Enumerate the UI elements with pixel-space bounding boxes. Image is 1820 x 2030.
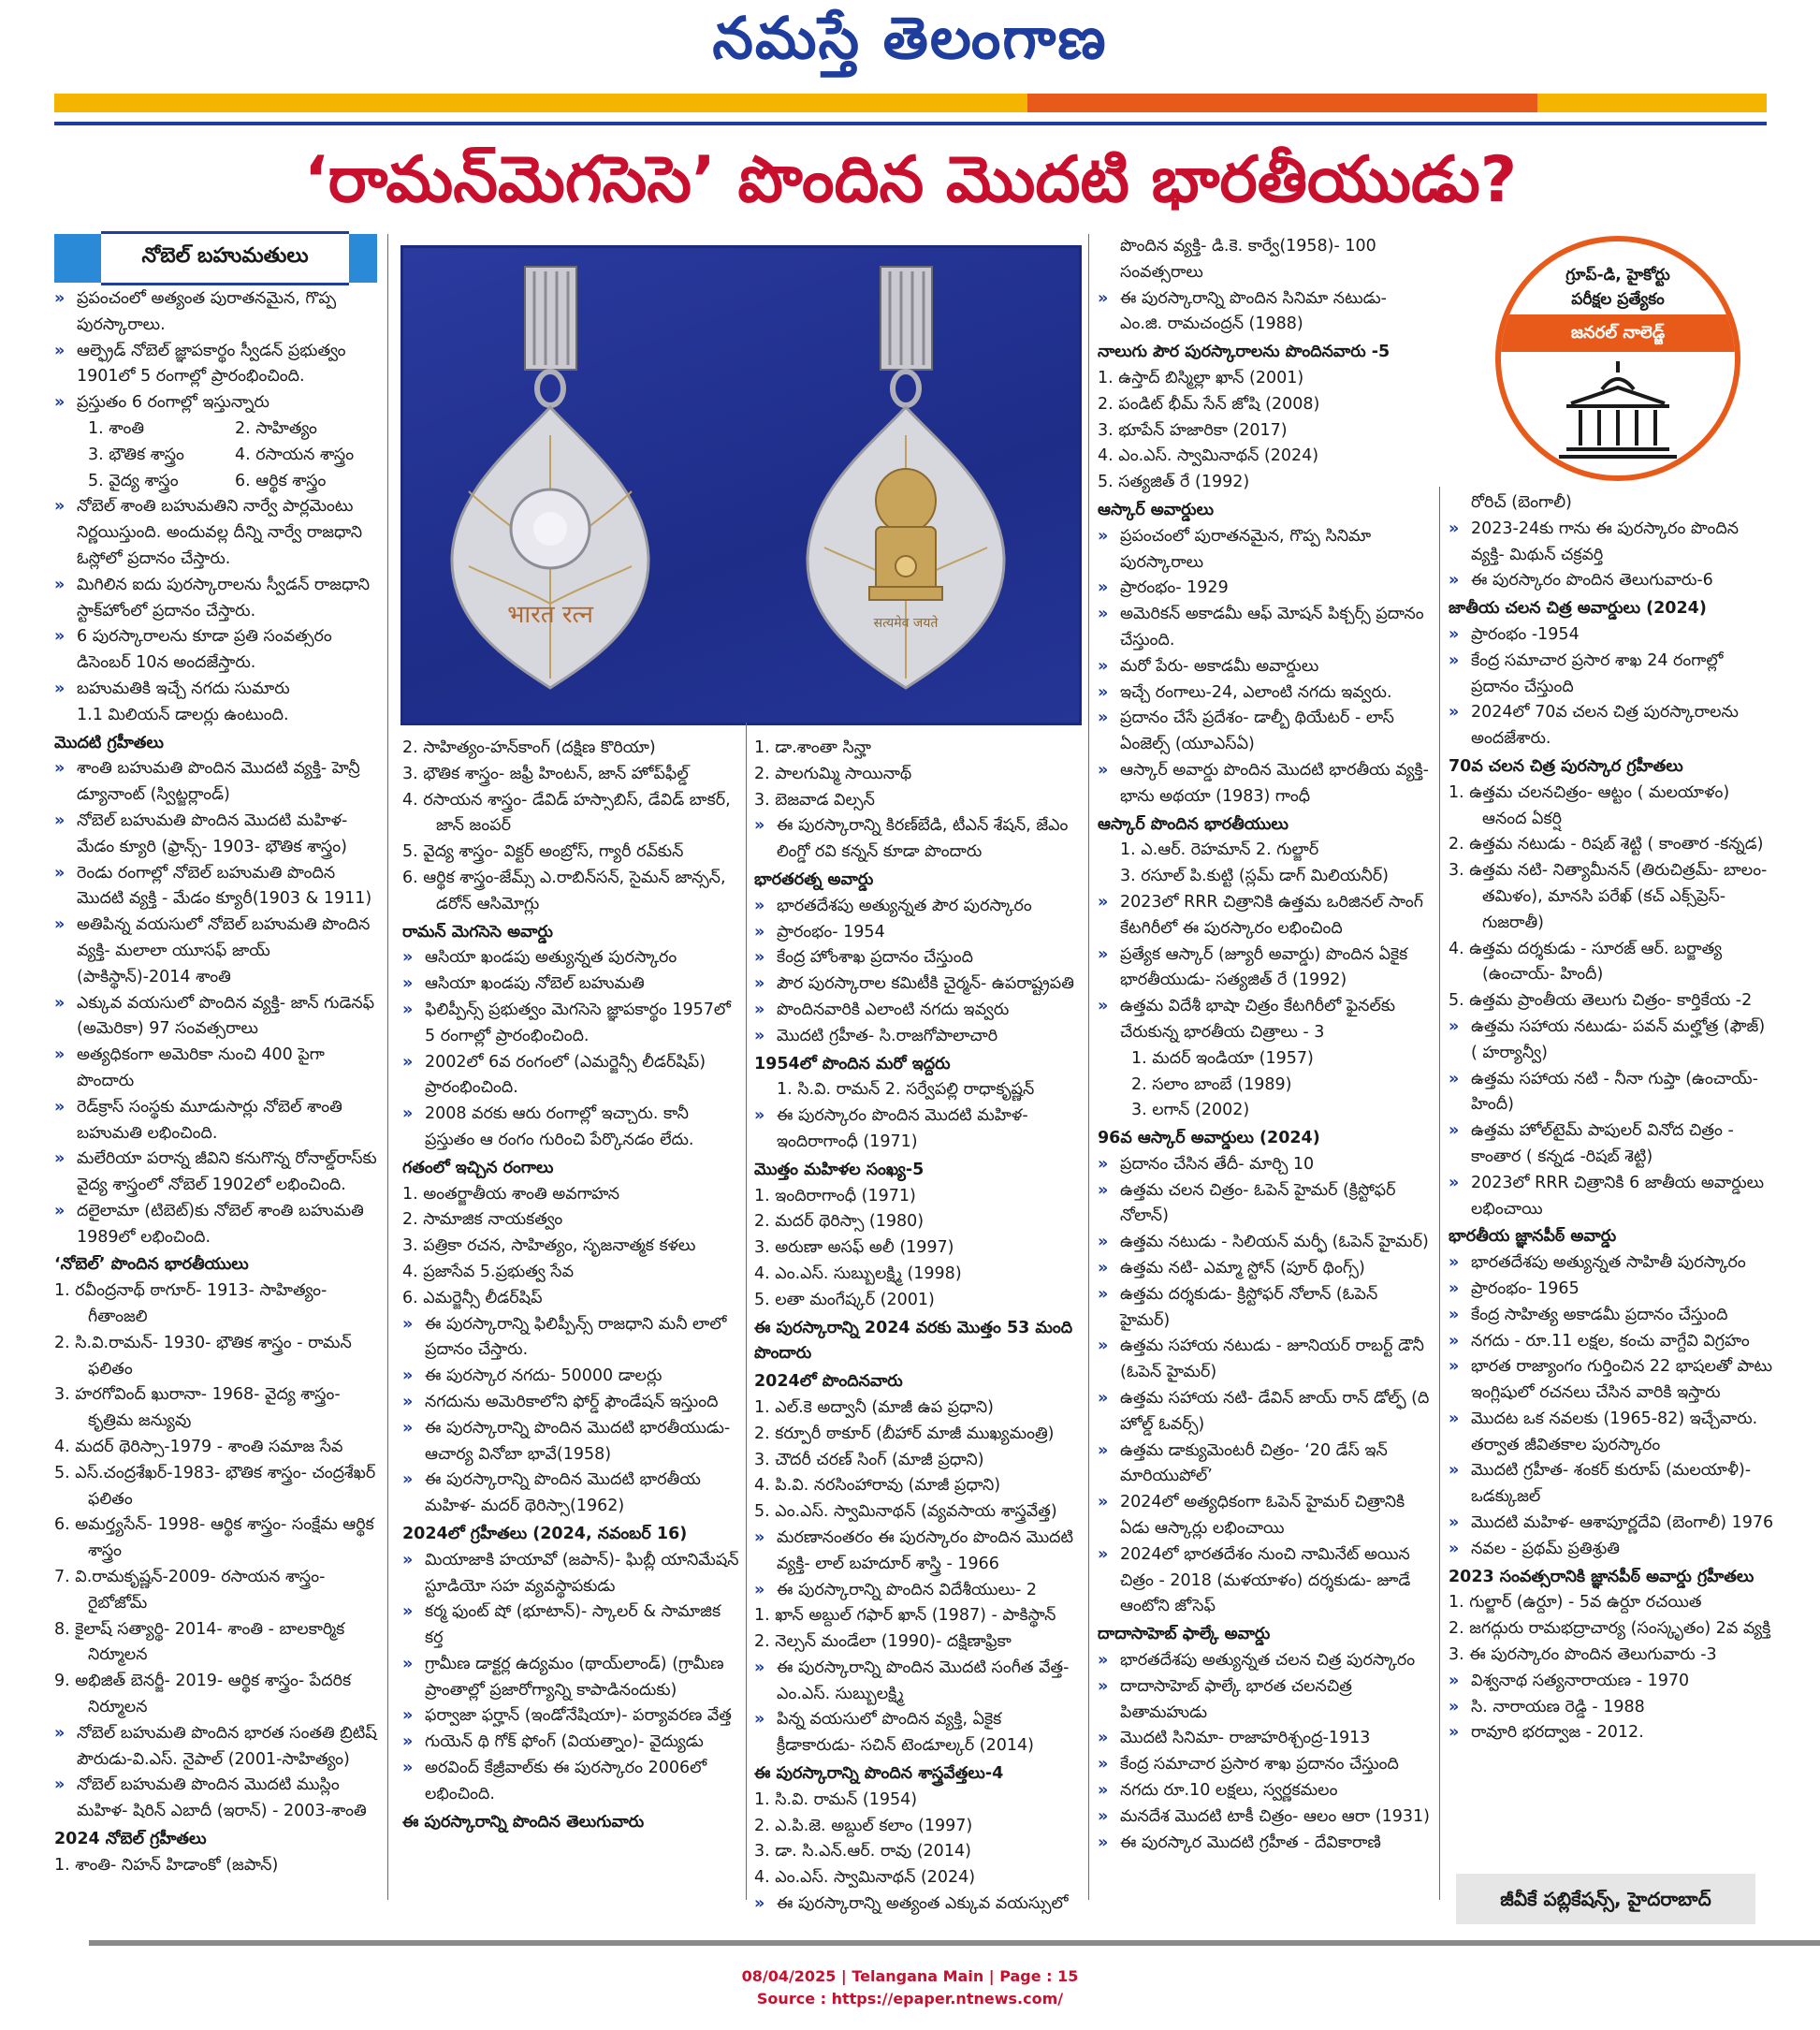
list-item: » ఉత్తమ విదేశీ భాషా చిత్రం కేటగిరీలో ఫైనల్‌కు చేరుకున్న భారతీయ చిత్రాలు - 3 (1098, 994, 1433, 1046)
list-item: 2. పాలగుమ్మి సాయినాథ్ (754, 764, 912, 783)
bharat-ratna-medal-image (400, 245, 1082, 725)
newspaper-logo: నమస్తే తెలంగాణ (712, 3, 1108, 72)
column-1 (54, 286, 382, 1879)
list-item: » ప్రారంభం- 1965 (1449, 1277, 1776, 1303)
list-item: 6. ఆర్థిక శాస్త్రం-జేమ్స్ ఎ.రాబిన్‌సన్, సైమన్ జాన్సన్, డరోన్ ఆసిమోగ్లు (402, 868, 726, 913)
list-item: » ఎక్కువ వయసులో పొందిన వ్యక్తి- జాన్ గుడెనఫ్ (అమెరికా) 97 సంవత్సరాలు (54, 991, 382, 1044)
list-item: » మొదట ఒక నవలకు (1965-82) ఇచ్చేవారు. తర్వాత జీవితకాల పురస్కారం (1449, 1407, 1776, 1459)
list-item: 3. హరగోవింద్ ఖురానా- 1968- వైద్య శాస్త్రం- కృత్రిమ జన్యువు (54, 1385, 341, 1431)
list-item: » కేంద్ర హోంశాఖ ప్రదానం చేస్తుంది (754, 945, 1082, 971)
list-item: » మొదటి గ్రహీత- సి.రాజగోపాలాచారి (754, 1024, 1082, 1050)
list-item: » ఈ పురస్కారాన్ని అత్యంత ఎక్కువ వయస్సులో (754, 1891, 1082, 1918)
list-item: » ఈ పురస్కారాన్ని కిరణ్‌బేడి, టీఎన్ శేషన్, జేఎం లింగ్డో రవి కన్నన్ కూడా పొందారు (754, 813, 1082, 866)
column-2 (402, 736, 739, 1835)
list-item: 2. పండిట్ భీమ్ సేన్ జోషి (2008) (1098, 394, 1320, 414)
list-item: » ప్రారంభం -1954 (1449, 622, 1776, 649)
list-item: » నగదు - రూ.11 లక్షల, కంచు వాగ్దేవి విగ్రహం (1449, 1329, 1776, 1355)
color-rule (54, 94, 1767, 112)
list-item: 4. ఉత్తమ దర్శకుడు - సూరజ్ ఆర్. బర్జాత్య (ఉంచాయ్- హిందీ) (1449, 939, 1723, 985)
subheading: ‘నోబెల్’ పొందిన భారతీయులు (54, 1255, 249, 1275)
subheading: మొదటి గ్రహీతలు (54, 733, 164, 752)
list-item: » రెండు రంగాల్లో నోబెల్ బహుమతి పొందిన మొదటి వ్యక్తి - మేడం క్యూరీ(1903 & 1911) (54, 861, 382, 913)
subheading: గతంలో ఇచ్చిన రంగాలు (402, 1158, 554, 1177)
column-divider (1088, 234, 1089, 1900)
list-item: » ఈ పురస్కార నగదు- 50000 డాలర్లు (402, 1364, 739, 1390)
list-item: » ప్రారంభం- 1954 (754, 920, 1082, 946)
list-item: 1. శాంతి- నిహన్ హిడాంకో (జపాన్) (54, 1855, 279, 1875)
list-item: రోరిచ్ (బెంగాలీ) (1471, 493, 1572, 512)
section-header-label: నోబెల్ బహుమతులు (101, 231, 349, 285)
headline: ‘రామన్‌మెగసెసె’ పొందిన మొదటి భారతీయుడు? (303, 143, 1518, 217)
list-item: » సి. నారాయణ రెడ్డి - 1988 (1449, 1695, 1776, 1721)
list-item: » శాంతి బహుమతి పొందిన మొదటి వ్యక్తి- హెన్రీ డ్యూనాంట్ (స్విట్జర్లాండ్) (54, 756, 382, 809)
list-item: » ఉత్తమ నటి- ఎమ్మా స్టోన్ (పూర్ థింగ్స్) (1098, 1256, 1433, 1282)
list-item: 3. అరుణా అసఫ్ అలీ (1997) (754, 1238, 954, 1258)
list-item: » మరణానంతరం ఈ పురస్కారం పొందిన మొదటి వ్యక్తి- లాల్ బహదూర్ శాస్త్రి - 1966 (754, 1526, 1082, 1578)
list-item: » అమెరికన్ అకాడమీ ఆఫ్ మోషన్ పిక్చర్స్ ప్రదానం చేస్తుంది. (1098, 602, 1433, 654)
list-item: » 2024లో అత్యధికంగా ఓపెన్ హైమర్ చిత్రానికి ఏడు ఆస్కార్లు లభించాయి (1098, 1490, 1433, 1542)
list-item: » మొదటి సినిమా- రాజాహరిశ్చంద్ర-1913 (1098, 1726, 1433, 1752)
list-item: » భారతదేశపు అత్యున్నత సాహితీ పురస్కారం (1449, 1250, 1776, 1277)
list-item: » పిన్న వయసులో పొందిన వ్యక్తి, ఏకైక క్రీడాకారుడు- సచిన్ టెండూల్కర్ (2014) (754, 1707, 1082, 1760)
list-item: » నగదు రూ.10 లక్షలు, స్వర్ణకమలం (1098, 1778, 1433, 1804)
list-item: » 2023-24కు గాను ఈ పురస్కారం పొందిన వ్యక్తి- మిథున్ చక్రవర్తి (1449, 517, 1776, 569)
list-item: 3. భౌతిక శాస్త్రం- జఫ్రీ హింటన్, జాన్ హోప్‌ఫీల్డ్ (402, 764, 689, 783)
list-item: » ఉత్తమ నటుడు - సిలియన్ మర్ఫీ (ఓపెన్ హైమర్) (1098, 1230, 1433, 1256)
list-item: » 2008 వరకు ఆరు రంగాల్లో ఇచ్చారు. కానీ ప్రస్తుతం ఆ రంగం గురించి పేర్కొనడం లేదు. (402, 1102, 739, 1154)
list-item: 1. అంతర్జాతీయ శాంతి అవగాహన (402, 1184, 620, 1204)
footer-line-1: 08/04/2025 | Telangana Main | Page : 15 (741, 1967, 1079, 1985)
list-item: 2. కర్పూరీ ఠాకూర్ (బీహార్ మాజీ ముఖ్యమంత్రి) (754, 1424, 1055, 1443)
medal-front-inscription: भारत रत्न (507, 601, 593, 629)
subheading: 96వ ఆస్కార్ అవార్డులు (2024) (1098, 1129, 1320, 1148)
list-item: » ఆసియా ఖండపు నోబెల్ బహుమతి (402, 971, 739, 998)
list-item: 1.1 మిలియన్ డాలర్లు ఉంటుంది. (77, 705, 289, 724)
list-item: » పౌర పురస్కారాల కమిటీకి చైర్మన్- ఉపరాష్ట్రపతి (754, 971, 1082, 998)
list-item: » ఉత్తమ హోల్‌టైమ్ పాపులర్ వినోద చిత్రం - కాంతార ( కన్నడ -రిషబ్ శెట్టి) (1449, 1118, 1776, 1171)
list-item: 1. ఎల్.కె అద్వానీ (మాజీ ఉప ప్రధాని) (754, 1397, 994, 1417)
subheading: 2024లో గ్రహీతలు (2024, నవంబర్ 16) (402, 1524, 688, 1543)
list-item: 4. రసాయన శాస్త్రం (235, 445, 355, 464)
list-item: 5. ఉత్తమ ప్రాంతీయ తెలుగు చిత్రం- కార్తికేయ -2 (1449, 991, 1753, 1011)
list-item: 4. మదర్ థెరిస్సా-1979 - శాంతి సమాజ సేవ (54, 1438, 343, 1457)
list-item: » ఫిలిప్పీన్స్ ప్రభుత్వం మెగసెసె జ్ఞాపకార్థం 1957లో 5 రంగాల్లో ప్రారంభించింది. (402, 998, 739, 1050)
subheading: ఆస్కార్ పొందిన భారతీయులు (1098, 814, 1289, 834)
list-item: 3. ఈ పురస్కారం పొందిన తెలుగువారు -3 (1449, 1645, 1717, 1665)
list-item: » ఫర్వాజా ఫర్హాన్ (ఇండోనేషియా)- పర్యావరణ వేత్త (402, 1703, 739, 1730)
list-item: 4. ఎం.ఎస్. స్వామినాథన్ (2024) (754, 1868, 976, 1888)
list-item: 1. శాంతి (88, 418, 145, 438)
list-item: 4. ఎం.ఎస్. స్వామినాథన్ (2024) (1098, 446, 1319, 466)
list-item: » ఈ పురస్కారాన్ని పొందిన మొదటి భారతీయుడు- ఆచార్య వినోబా భావే(1958) (402, 1416, 739, 1468)
list-item: » ప్రదానం చేసే ప్రదేశం- డాల్బీ థియేటర్ - లాస్ ఏంజెల్స్ (యూఎస్ఏ) (1098, 706, 1433, 758)
list-item: » మొదటి మహిళ- ఆశాపూర్ణదేవి (బెంగాలీ) 1976 (1449, 1511, 1776, 1537)
yellow-segment-right (1537, 94, 1767, 112)
badge-line-1: గ్రూప్-డి, హైకోర్టు (1565, 266, 1670, 285)
emblem-icon (869, 469, 942, 600)
list-item: 2. సాహిత్యం-హన్‌కాంగ్ (దక్షిణ కొరియా) (402, 738, 656, 757)
list-item: » ఉత్తమ డాక్యుమెంటరీ చిత్రం- ‘20 డేస్ ఇన్ మారియుపోల్’ (1098, 1439, 1433, 1491)
list-item: » అత్యధికంగా అమెరికా నుంచి 400 పైగా పొందారు (54, 1043, 382, 1095)
list-item: » ఇచ్చే రంగాలు-24, ఎలాంటి నగదు ఇవ్వరు. (1098, 680, 1433, 707)
list-item: » మిగిలిన ఐదు పురస్కారాలను స్వీడన్ రాజధాని స్టాక్‌హోంలో ప్రదానం చేస్తారు. (54, 573, 382, 625)
list-item: 5. లతా మంగేష్కర్ (2001) (754, 1290, 935, 1309)
list-item: 1. మదర్ ఇండియా (1957) (1131, 1048, 1314, 1068)
list-item: 3. డా. సి.ఎన్.ఆర్. రావు (2014) (754, 1842, 971, 1862)
list-item: 3. భౌతిక శాస్త్రం (88, 445, 184, 464)
bottom-rule (89, 1940, 1820, 1946)
list-item: » కేంద్ర సమాచార ప్రసార శాఖ 24 రంగాల్లో ప్రదానం చేస్తుంది (1449, 649, 1776, 701)
section-header-right-block (349, 234, 377, 283)
masthead (0, 0, 1820, 89)
yellow-segment (54, 94, 1027, 112)
list-item: 8. కైలాష్ సత్యార్థి- 2014- శాంతి - బాలకార్మిక నిర్మూలన (54, 1619, 345, 1665)
list-item: 1. సి.వి. రామన్ 2. సర్వేపల్లి రాధాకృష్ణన్ (777, 1080, 1035, 1100)
list-item: » అరవింద్ కేజ్రీవాల్‌కు ఈ పురస్కారం 2006లో లభించింది. (402, 1756, 739, 1808)
list-item: 3. ఉత్తమ నటి- నిత్యామీనన్ (తిరుచిత్రమ్- బాలం- తమిళం), మానసి పరేఖ్ (కచ్ ఎక్స్‌ప్రెస్- గుజరాతీ) (1449, 861, 1768, 932)
list-item: » ప్రారంభం- 1929 (1098, 576, 1433, 602)
list-item: » ప్రపంచంలో పురాతనమైన, గొప్ప సినిమా పురస్కారాలు (1098, 524, 1433, 577)
list-item: » ప్రదానం చేసిన తేదీ- మార్చి 10 (1098, 1152, 1433, 1178)
list-item: 2. సి.వి.రామన్- 1930- భౌతిక శాస్త్రం - రామన్ ఫలితం (54, 1333, 352, 1379)
column-divider (387, 234, 388, 1900)
list-item: » ఆల్ఫ్రెడ్ నోబెల్ జ్ఞాపకార్థం స్వీడన్ ప్రభుత్వం 1901లో 5 రంగాల్లో ప్రారంభించింది. (54, 339, 382, 391)
list-item: » 2023లో RRR చిత్రానికి ఉత్తమ ఒరిజినల్ సాంగ్ కేటగిరీలో ఈ పురస్కారం లభించింది (1098, 890, 1433, 942)
subheading: ఈ పురస్కారాన్ని పొందిన శాస్త్రవేత్తలు-4 (754, 1764, 1004, 1784)
subheading: భారతరత్న అవార్డు (754, 869, 874, 889)
list-item: » ప్రపంచంలో అత్యంత పురాతనమైన, గొప్ప పురస్కారాలు. (54, 286, 382, 339)
list-item: » ఉత్తమ సహాయ నటి- డేవిన్ జాయ్ రాన్ డోల్ఫ్ (ది హోల్డ్ ఓవర్స్) (1098, 1386, 1433, 1439)
list-row-pair (54, 469, 382, 495)
list-item: » అతిపిన్న వయసులో నోబెల్ బహుమతి పొందిన వ్యక్తి- మలాలా యూసఫ్ జాయ్ (పాకిస్థాన్)-2014 శాంతి (54, 913, 382, 990)
list-item: 5. వైద్య శాస్త్రం (88, 471, 179, 490)
list-item: » ఉత్తమ దర్శకుడు- క్రిస్టోఫర్ నోలాన్ (ఓపెన్ హైమర్) (1098, 1282, 1433, 1335)
list-item: 1. రవీంద్రనాథ్ ఠాగూర్- 1913- సాహిత్యం- గీతాంజలి (54, 1281, 328, 1327)
subheading: నాలుగు పౌర పురస్కారాలను పొందినవారు -5 (1098, 343, 1390, 362)
subheading: మొత్తం మహిళల సంఖ్య-5 (754, 1160, 925, 1179)
list-item: » బహుమతికి ఇచ్చే నగదు సుమారు (54, 677, 382, 703)
medal-back (808, 267, 1004, 688)
column-4 (1098, 234, 1433, 1856)
list-item: » 6 పురస్కారాలను కూడా ప్రతి సంవత్సరం డిసెంబర్ 10న అందజేస్తారు. (54, 624, 382, 677)
list-item: 1. గుల్జార్ (ఉర్దూ) - 5వ ఉర్దూ రచయిత (1449, 1593, 1702, 1613)
list-item: » ఈ పురస్కారాన్ని పొందిన మొదటి భారతీయ మహిళ- మదర్ థెరిస్సా(1962) (402, 1468, 739, 1520)
list-item: » ప్రత్యేక ఆస్కార్ (జ్యూరీ అవార్డు) పొందిన ఏకైక భారతీయుడు- సత్యజిత్ రే (1992) (1098, 942, 1433, 995)
section-header-left-block (54, 234, 101, 283)
medal-illustration (403, 248, 1079, 723)
subheading: ఆస్కార్ అవార్డులు (1098, 500, 1215, 519)
list-item: 5. ఎం.ఎస్. స్వామినాథన్ (వ్యవసాయ శాస్త్రవేత్త) (754, 1502, 1057, 1522)
list-row-pair (54, 416, 382, 443)
list-item: 6. అమర్త్యసేన్- 1998- ఆర్థిక శాస్త్రం- సంక్షేమ ఆర్థిక శాస్త్రం (54, 1515, 374, 1561)
list-item: » గ్రామీణ డాక్టర్ల ఉద్యమం (థాయ్‌లాండ్) (గ్రామీణ ప్రాంతాల్లో ప్రజారోగ్యాన్ని కాపాడినందుకు) (402, 1652, 739, 1704)
list-item: » ఈ పురస్కారాన్ని ఫిలిప్పీన్స్ రాజధాని మనీ లాలో ప్రదానం చేస్తారు. (402, 1312, 739, 1365)
list-item: 1. సి.వి. రామన్ (1954) (754, 1789, 918, 1809)
list-item: 2. నెల్సన్ మండేలా (1990)- దక్షిణాఫ్రికా (754, 1632, 1012, 1652)
list-item: 6. ఆర్థిక శాస్త్రం (235, 471, 327, 490)
publisher-credit: జీవీకే పబ్లికేషన్స్, హైదరాబాద్ (1456, 1874, 1755, 1924)
subheading: ఈ పురస్కారాన్ని పొందిన తెలుగువారు (402, 1812, 645, 1832)
list-item: » నోబెల్ బహుమతి పొందిన మొదటి మహిళ- మేడం క్యూరి (ఫ్రాన్స్- 1903- భౌతిక శాస్త్రం) (54, 809, 382, 861)
list-item: » ఉత్తమ సహాయ నటుడు- పవన్ మల్హోత్ర (ఫౌజ్) ( హర్యాన్వీ) (1449, 1015, 1776, 1067)
column-divider (1439, 487, 1440, 1900)
footer-line-2: Source : https://epaper.ntnews.com/ (756, 1990, 1064, 2008)
subheading: ఈ పురస్కారాన్ని 2024 వరకు మొత్తం 53 మంది పొందారు (754, 1318, 1073, 1364)
subheading: 2024 నోబెల్ గ్రహీతలు (54, 1830, 207, 1849)
list-item: 1. ఇందిరాగాంధీ (1971) (754, 1186, 916, 1205)
list-item: » విశ్వనాథ సత్యనారాయణ - 1970 (1449, 1669, 1776, 1695)
list-item: 2. సలాం బాంబే (1989) (1131, 1074, 1292, 1094)
building-icon (1501, 352, 1735, 474)
list-item: 2. ఎ.పి.జె. అబ్దుల్ కలాం (1997) (754, 1816, 973, 1835)
list-item: » ఉత్తమ సహాయ నటుడు - జూనియర్ రాబర్ట్ డౌనీ (ఓపెన్ హైమర్) (1098, 1334, 1433, 1386)
subheading: 2024లో పొందినవారు (754, 1372, 903, 1392)
list-item: » 2024లో 70వ చలన చిత్ర పురస్కారాలను అందజేశారు. (1449, 700, 1776, 752)
list-row-pair (54, 443, 382, 469)
list-item: 4. రసాయన శాస్త్రం- డేవిడ్ హస్సాబిస్, డేవిడ్ బాకర్, జాన్ జంపర్ (402, 790, 731, 836)
list-item: » 2002లో 6వ రంగంలో (ఎమర్జెన్సీ లీడర్‌షిప్) ప్రారంభించింది. (402, 1050, 739, 1103)
list-item: 1. ఎ.ఆర్. రెహమాన్ 2. గుల్జార్ (1120, 840, 1319, 860)
exam-special-badge (1495, 236, 1740, 481)
list-item: » కేంద్ర సమాచార ప్రసార శాఖ ప్రదానం చేస్తుంది (1098, 1752, 1433, 1778)
list-item: » ఉత్తమ చలన చిత్రం- ఓపెన్ హైమర్ (క్రిస్టోఫర్ నోలాన్) (1098, 1178, 1433, 1231)
list-item: » భారత రాజ్యాంగం గుర్తించిన 22 భాషలతో పాటు ఇంగ్లిషులో రచనలు చేసిన వారికి ఇస్తారు (1449, 1354, 1776, 1407)
list-item: 3. లగాన్ (2002) (1131, 1101, 1250, 1120)
list-item: 9. అభిజిత్ బెనర్జీ- 2019- ఆర్థిక శాస్త్రం- పేదరిక నిర్మూలన (54, 1672, 352, 1717)
list-item: » మియాజాకి హయావో (జపాన్)- ఘిబ్లీ యానిమేషన్ స్టూడియో సహ వ్యవస్థాపకుడు (402, 1548, 739, 1600)
page-footer (0, 1965, 1820, 2010)
list-item: » రెడ్‌క్రాస్ సంస్థకు మూడుసార్లు నోబెల్ శాంతి బహుమతి లభించింది. (54, 1095, 382, 1147)
subheading: జాతీయ చలన చిత్ర అవార్డులు (2024) (1449, 599, 1707, 619)
subheading: 1954లో పొందిన మరో ఇద్దరు (754, 1054, 951, 1073)
list-item: 4. ఎం.ఎస్. సుబ్బులక్ష్మి (1998) (754, 1263, 962, 1283)
section-header (54, 234, 377, 283)
subheading: 2023 సంవత్సరానికి జ్ఞానపీఠ్ అవార్డు గ్రహీతలు (1449, 1567, 1754, 1586)
list-item: 2. మదర్ థెరిస్సా (1980) (754, 1212, 925, 1232)
list-item: » ఈ పురస్కార మొదటి గ్రహీత - దేవికారాణి (1098, 1831, 1433, 1857)
list-item: 6. ఎమర్జెన్సీ లీడర్‌షిప్ (402, 1288, 543, 1307)
list-item: 2. ఉత్తమ నటుడు - రిషబ్ శెట్టి ( కాంతార -కన్నడ) (1449, 835, 1764, 854)
medal-front (452, 267, 648, 688)
list-item: 1. ఉస్తాద్ బిస్మిల్లా ఖాన్ (2001) (1098, 368, 1304, 387)
column-3 (754, 736, 1082, 1918)
column-divider (746, 723, 747, 1900)
list-item: » ప్రస్తుతం 6 రంగాల్లో ఇస్తున్నారు (54, 390, 382, 416)
list-item: » కేంద్ర సాహిత్య అకాడమీ ప్రదానం చేస్తుంది (1449, 1303, 1776, 1329)
orange-segment (1027, 94, 1537, 112)
list-item: » నోబెల్ బహుమతి పొందిన మొదటి ముస్లిం మహిళ- షిరిన్ ఎబాదీ (ఇరాన్) - 2003-శాంతి (54, 1773, 382, 1825)
subheading: దాదాసాహెబ్ ఫాల్కే అవార్డు (1098, 1625, 1271, 1644)
list-item: 2. సాహిత్యం (235, 418, 317, 438)
list-item: » భారతదేశపు అత్యున్నత పౌర పురస్కారం (754, 894, 1082, 920)
list-item: 5. వైద్య శాస్త్రం- విక్టర్ అంబ్రోస్, గ్యారీ రవ్‌కున్ (402, 842, 684, 862)
list-item: » నగదును అమెరికాలోని ఫోర్డ్ ఫౌండేషన్ ఇస్తుంది (402, 1390, 739, 1416)
list-item: 2. జగద్గురు రామభద్రాచార్య (సంస్కృతం) 2వ వ్యక్తి (1449, 1619, 1771, 1639)
list-item: 3. చౌదరీ చరణ్ సింగ్ (మాజీ ప్రధాని) (754, 1450, 984, 1469)
list-item: 3. పత్రికా రచన, సాహిత్యం, సృజనాత్మక కళలు (402, 1236, 696, 1256)
badge-line-2: పరీక్షల ప్రత్యేకం (1571, 290, 1665, 309)
list-item: » రావూరి భరద్వాజ - 2012. (1449, 1720, 1776, 1746)
list-item: » ఉత్తమ సహాయ నటి - నీనా గుప్తా (ఉంచాయ్-హిందీ) (1449, 1067, 1776, 1119)
list-item: 4. ప్రజాసేవ 5.ప్రభుత్వ సేవ (402, 1262, 575, 1281)
badge-band: జనరల్ నాలెడ్జ్ (1501, 314, 1735, 352)
list-item: » గుయెన్ థి గోక్ ఫోంగ్ (వియత్నాం)- వైద్యుడు (402, 1730, 739, 1756)
column-5 (1449, 490, 1776, 1746)
list-item: » పొందినవారికి ఎలాంటి నగదు ఇవ్వరు (754, 998, 1082, 1024)
list-item: » దాదాసాహెబ్ ఫాల్కే భారత చలనచిత్ర పితామహుడు (1098, 1674, 1433, 1727)
subheading: 70వ చలన చిత్ర పురస్కార గ్రహీతలు (1449, 756, 1683, 776)
list-item: » ఆసియా ఖండపు అత్యున్నత పురస్కారం (402, 945, 739, 971)
list-item: 1. డా.శాంతా సిన్హా (754, 738, 871, 757)
list-item: » ఆస్కార్ అవార్డు పొందిన మొదటి భారతీయ వ్యక్తి- భాను అథయా (1983) గాంధీ (1098, 758, 1433, 811)
list-item: 3. బెజవాడ విల్సన్ (754, 790, 875, 810)
list-item: » మనదేశ మొదటి టాకీ చిత్రం- ఆలం ఆరా (1931) (1098, 1804, 1433, 1831)
list-item: » నోబెల్ బహుమతి పొందిన భారత సంతతి బ్రిటిష్ పౌరుడు-వి.ఎస్. నైపాల్ (2001-సాహిత్యం) (54, 1721, 382, 1774)
list-item: » మలేరియా పరాన్న జీవిని కనుగొన్న రోనాల్డ్‌రాస్‌కు వైద్య శాస్త్రంలో నోబెల్ 1902లో లభించింది. (54, 1146, 382, 1199)
list-item: » నోబెల్ శాంతి బహుమతిని నార్వే పార్లమెంటు నిర్ణయిస్తుంది. అందువల్ల దీన్ని నార్వే రాజధాని ఓస్లోలో ప్రదానం చేస్తారు. (54, 494, 382, 572)
list-item: » 2024లో భారతదేశం నుంచి నామినేట్ అయిన చిత్రం - 2018 (మళయాళం) దర్శకుడు- జూడే ఆంటోని జోసెఫ్ (1098, 1542, 1433, 1620)
list-item: 5. సత్యజిత్ రే (1992) (1098, 473, 1250, 492)
list-item: » మరో పేరు- అకాడమీ అవార్డులు (1098, 654, 1433, 680)
list-item: 1. ఉత్తమ చలనచిత్రం- ఆట్టం ( మలయాళం) ఆనంద ఏకర్షి (1449, 782, 1730, 828)
list-item: » ఈ పురస్కారం పొందిన మొదటి మహిళ- ఇందిరాగాంధీ (1971) (754, 1103, 1082, 1156)
list-item: 3. భూపేన్ హజారికా (2017) (1098, 420, 1288, 440)
list-item: » ఈ పురస్కారాన్ని పొందిన మొదటి సంగీత వేత్త- ఎం.ఎస్. సుబ్బులక్ష్మి (754, 1656, 1082, 1708)
list-item: » ఈ పురస్కారాన్ని పొందిన సినిమా నటుడు- ఎం.జి. రామచంద్రన్ (1988) (1098, 286, 1433, 339)
list-item: 4. పి.వి. నరసింహారావు (మాజీ ప్రధాని) (754, 1476, 1001, 1496)
list-item: 5. ఎస్.చంద్రశేఖర్-1983- భౌతిక శాస్త్రం- చంద్రశేఖర్ ఫలితం (54, 1463, 376, 1509)
list-item: » నవల - ప్రథమ్ ప్రతిశ్రుతి (1449, 1537, 1776, 1563)
subheading: రామన్ మెగసెసె అవార్డు (402, 922, 553, 942)
list-item: » దలైలామా (టిబెట్)కు నోబెల్ శాంతి బహుమతి 1989లో లభించింది. (54, 1199, 382, 1251)
list-item: » ఈ పురస్కారాన్ని పొందిన విదేశీయులు- 2 (754, 1578, 1082, 1604)
medal-back-inscription: सत्यमेव जयते (873, 616, 939, 631)
list-item: 2. సామాజిక నాయకత్వం (402, 1210, 563, 1230)
list-item: » భారతదేశపు అత్యున్నత చలన చిత్ర పురస్కారం (1098, 1648, 1433, 1674)
subheading: భారతీయ జ్ఞానపీఠ్ అవార్డు (1449, 1227, 1617, 1247)
list-item: » 2023లో RRR చిత్రానికి 6 జాతీయ అవార్డులు లభించాయి (1449, 1171, 1776, 1223)
list-item: » మొదటి గ్రహీత- శంకర్ కురూప్ (మలయాళీ)- ఒడక్కుజల్ (1449, 1458, 1776, 1511)
list-item: 7. వి.రామకృష్ణన్-2009- రసాయన శాస్త్రం- రైబోజోమ్ (54, 1568, 326, 1613)
list-item: » ఈ పురస్కారం పొందిన తెలుగువారు-6 (1449, 568, 1776, 594)
list-item: 1. ఖాన్ అబ్దుల్ గఫార్ ఖాన్ (1987) - పాకిస్థాన్ (754, 1606, 1056, 1626)
list-item: » కర్మ ఫుంట్ షో (భూటాన్)- స్కాలర్ & సామాజిక కర్త (402, 1599, 739, 1652)
list-item: పొందిన వ్యక్తి- డి.కె. కార్వే(1958)- 100 సంవత్సరాలు (1120, 237, 1376, 282)
blue-rule (54, 122, 1767, 125)
list-item: 3. రసూల్ పి.కుట్టి (స్లమ్ డాగ్ మిలియనీర్) (1120, 867, 1389, 886)
